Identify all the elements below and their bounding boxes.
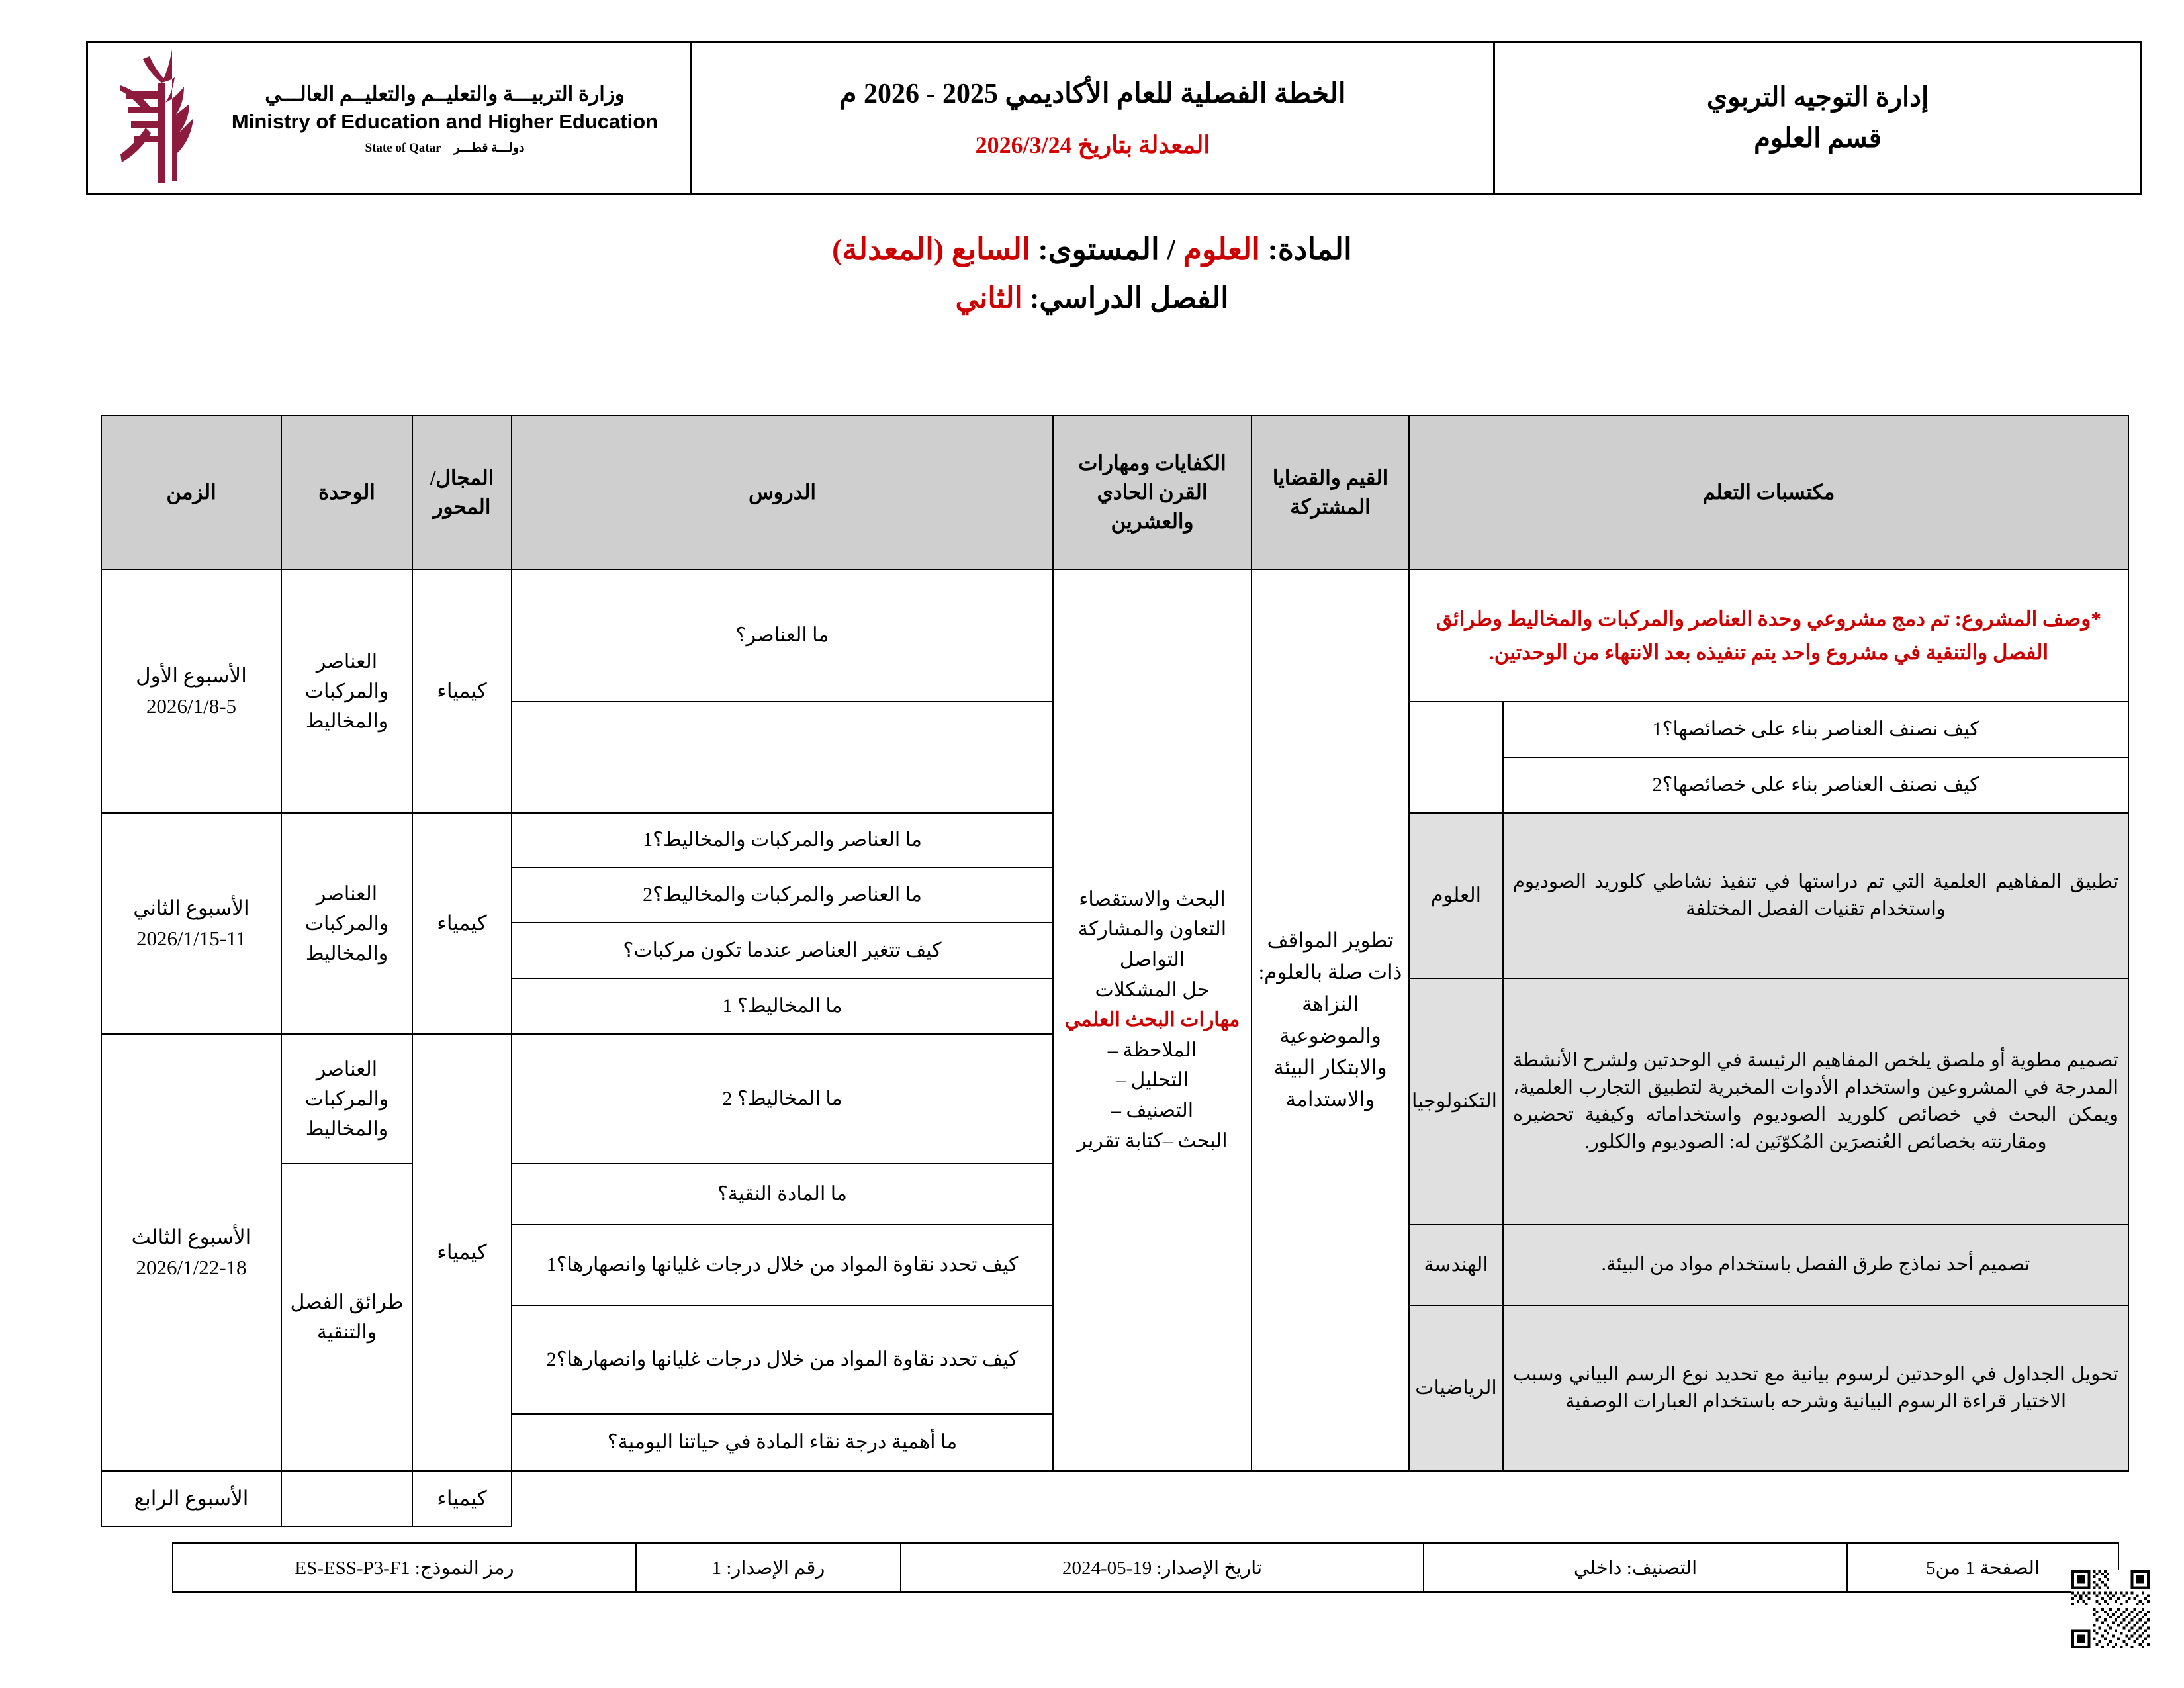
outcome-text: تصميم مطوية أو ملصق يلخص المفاهيم الرئيسة في الوحدتين ولشرح الأنشطة المدرجة في المشروعين واستخدام الأدوات المخبرية لتطبيق التجارب العلمية، ويمكن البحث في خصائص كلوريد الصوديوم واستخداماته وكيفية تحضيره ومقارنته بخصائص العُنصرَين المُكوّنَين له: الصوديوم والكلور. (1503, 978, 2128, 1225)
unit-cell: العناصر والمركبات والمخاليط (281, 1034, 412, 1164)
skill-line: الملاحظة – (1107, 1039, 1197, 1061)
term-value: الثاني (955, 281, 1023, 314)
spacer-cell (512, 1471, 1053, 1526)
term-label: الفصل الدراسي: (1022, 281, 1229, 314)
footer-issue-date: تاريخ الإصدار: 19-05-2024 (901, 1543, 1424, 1592)
header-values: القيم والقضايا المشتركة (1251, 416, 1409, 569)
ministry-name-arabic: وزارة التربيـــة والتعليــم والتعليــم العالـــي (265, 81, 625, 105)
lesson-cell: كيف تحدد نقاوة المواد من خلال درجات غليانها وانصهارها؟1 (512, 1225, 1053, 1305)
lesson-cell: ما المخاليط؟ 2 (512, 1034, 1053, 1164)
header-outcomes: مكتسبات التعلم (1409, 416, 2128, 569)
skill-line: التعاون والمشاركة (1077, 918, 1227, 941)
lesson-cell: ما المخاليط؟ 1 (512, 978, 1053, 1034)
footer-form-code: رمز النموذج: ES-ESS-P3-F1 (173, 1543, 636, 1592)
header-domain: المجال/ المحور (412, 416, 512, 569)
department-line-2: قسم العلوم (1754, 123, 1882, 153)
subject-value: العلوم (1183, 232, 1261, 266)
unit-cell (281, 1471, 412, 1526)
outcome-strand: الهندسة (1409, 1225, 1503, 1305)
footer-classification: التصنيف: داخلي (1424, 1543, 1847, 1592)
state-name-english: State of Qatar (365, 141, 441, 156)
level-label: / المستوى: (1030, 232, 1183, 266)
footer-page-number: الصفحة 1 من5 (1847, 1543, 2118, 1592)
document-header (86, 41, 2142, 195)
skills-cell (1053, 569, 1251, 1471)
outcome-strand: الرياضيات (1409, 1305, 1503, 1471)
term-line (0, 274, 2184, 324)
lesson-cell: ما أهمية درجة نقاء المادة في حياتنا اليومية؟ (512, 1414, 1053, 1471)
ministry-name-english: Ministry of Education and Higher Education (231, 109, 659, 133)
header-unit: الوحدة (281, 416, 412, 569)
lesson-cell: ما المادة النقية؟ (512, 1164, 1053, 1225)
skill-line: البحث –كتابة تقرير (1077, 1129, 1228, 1152)
week-dates: 2026/1/22-18 (136, 1256, 247, 1279)
values-cell: تطوير المواقف ذات صلة بالعلوم: النزاهة والموضوعية والابتكار البيئة والاستدامة (1251, 569, 1409, 1471)
header-lessons: الدروس (512, 416, 1053, 569)
week-cell (101, 569, 281, 813)
semester-plan-table (101, 415, 2129, 1527)
outcome-text: تحويل الجداول في الوحدتين لرسوم بيانية مع تحديد نوع الرسم البياني وسبب الاختيار قراءة الرسوم البيانية وشرحه باستخدام العبارات الوصفية (1503, 1305, 2128, 1471)
skill-line: البحث والاستقصاء (1079, 888, 1226, 910)
outcome-strand: التكنولوجيا (1409, 978, 1503, 1225)
header-logo-cell (87, 42, 692, 194)
unit-cell: العناصر والمركبات والمخاليط (281, 813, 412, 1034)
table-header-row (101, 416, 2128, 569)
subject-label: المادة: (1260, 232, 1352, 266)
project-description-cell: *وصف المشروع: تم دمج مشروعي وحدة العناصر والمركبات والمخاليط وطرائق الفصل والتنقية في مشروع واحد يتم تنفيذه بعد الانتهاء من الوحدتين. (1409, 569, 2128, 702)
lesson-cell: ما العناصر والمركبات والمخاليط؟2 (512, 867, 1053, 923)
week-name: الأسبوع الأول (136, 663, 247, 687)
week-dates: 2026/1/15-11 (136, 927, 246, 950)
skill-line: التحليل – (1115, 1069, 1189, 1092)
qr-code-icon (2071, 1570, 2150, 1648)
state-name-arabic: دولـــة قطـــر (453, 141, 525, 156)
lesson-cell: كيف نصنف العناصر بناء على خصائصها؟1 (1503, 702, 2128, 757)
document-title: الخطة الفصلية للعام الأكاديمي 2025 - 2026 م (839, 79, 1346, 110)
header-department-cell (1494, 42, 2142, 194)
subject-heading-block (0, 225, 2184, 323)
subject-level-line (0, 225, 2184, 274)
qatar-ministry-logo-icon (120, 48, 220, 187)
domain-cell: كيمياء (412, 1034, 512, 1471)
header-time: الزمن (101, 416, 281, 569)
lesson-cell: كيف نصنف العناصر بناء على خصائصها؟2 (1503, 757, 2128, 813)
domain-cell: كيمياء (412, 569, 512, 813)
table-row (101, 569, 2128, 702)
unit-cell: العناصر والمركبات والمخاليط (281, 569, 412, 813)
week-cell (101, 813, 281, 1034)
document-revision-date: المعدلة بتاريخ 2026/3/24 (975, 132, 1210, 158)
skill-line: التصنيف – (1111, 1099, 1194, 1121)
outcome-text: تصميم أحد نماذج طرق الفصل باستخدام مواد من البيئة. (1503, 1225, 2128, 1305)
outcome-strand: العلوم (1409, 813, 1503, 978)
lesson-cell: ما العناصر والمركبات والمخاليط؟1 (512, 813, 1053, 867)
header-skills: الكفايات ومهارات القرن الحادي والعشرين (1053, 416, 1251, 569)
week-cell: الأسبوع الرابع (101, 1471, 281, 1526)
spacer-cell (1053, 1471, 2128, 1526)
week-dates: 2026/1/8-5 (146, 694, 237, 718)
footer-issue-number: رقم الإصدار: 1 (636, 1543, 901, 1592)
week-cell (101, 1034, 281, 1471)
department-line-1: إدارة التوجيه التربوي (1706, 82, 1929, 112)
domain-cell: كيمياء (412, 813, 512, 1034)
lesson-cell: ما العناصر؟ (512, 569, 1053, 702)
outcome-text: تطبيق المفاهيم العلمية التي تم دراستها في تنفيذ نشاطي كلوريد الصوديوم واستخدام تقنيات الفصل المختلفة (1503, 813, 2128, 978)
week-name: الأسبوع الثاني (133, 896, 250, 919)
header-title-cell (692, 42, 1494, 194)
skill-line: التواصل (1119, 949, 1185, 971)
research-skills-heading: مهارات البحث العلمي (1064, 1009, 1240, 1031)
unit-cell: طرائق الفصل والتنقية (281, 1164, 412, 1471)
domain-cell: كيمياء (412, 1471, 512, 1526)
lesson-cell: كيف تحدد نقاوة المواد من خلال درجات غليانها وانصهارها؟2 (512, 1305, 1053, 1414)
week-name: الأسبوع الثالث (131, 1225, 251, 1248)
level-value: السابع (المعدلة) (832, 232, 1030, 266)
table-row (101, 1471, 2128, 1526)
skill-line: حل المشكلات (1095, 978, 1210, 1001)
lesson-cell: كيف تتغير العناصر عندما تكون مركبات؟ (512, 923, 1053, 978)
document-footer (172, 1542, 2119, 1593)
